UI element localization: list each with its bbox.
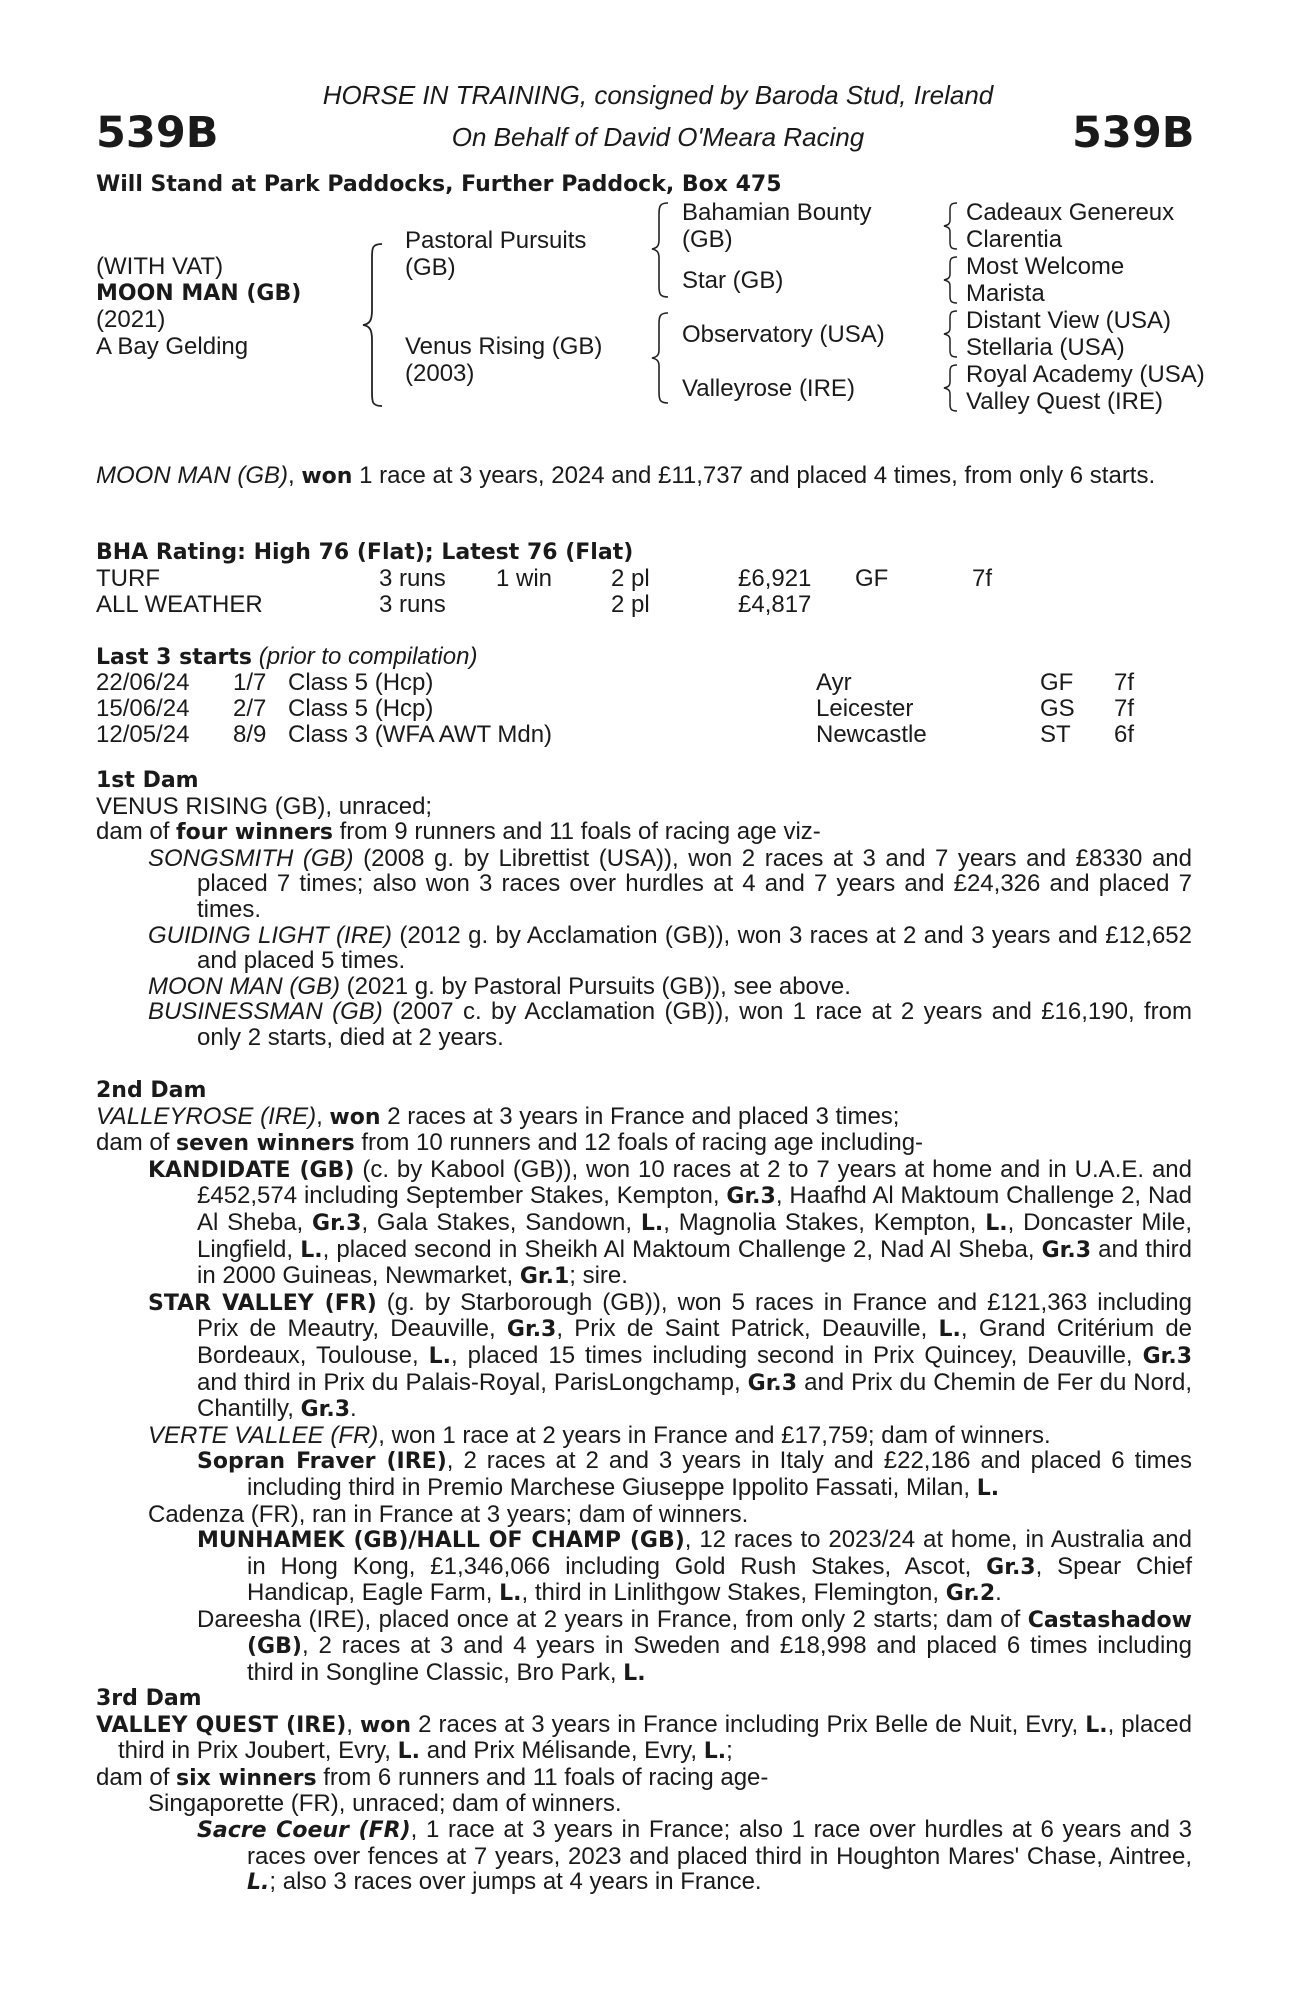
start-race: Class 5 (Hcp) [288,695,434,722]
produce-entry: Singaporette (FR), unraced; dam of winners. [148,1790,622,1818]
sire-sire-country: (GB) [682,226,733,253]
consignor-subline: On Behalf of David O'Meara Racing [451,122,865,152]
produce-entry: STAR VALLEY (FR) (g. by Starborough (GB)), won 5 races in France and £121,363 including Prix de Meautry, Deauville, Gr.3, Prix de Saint Patrick, Deauville, L., Grand Critérium de Bordeaux, Toulouse, L., placed 15 times including second in Prix Quincey, Deauville, Gr.3 and third in Prix du Palais-Royal, ParisLongchamp, Gr.3 and Prix du Chemin de Fer du Nord, Chantilly, Gr.3. [148,1288,1193,1423]
produce-entry: SONGSMITH (GB) (2008 g. by Librettist (USA)), won 2 races at 3 and 7 years and £8330 and placed 7 times; also won 3 races over hurdles at 4 and 7 years and £24,326 and placed 7 times. [148,844,1192,923]
bha-rating-title: BHA Rating: High 76 (Flat); Latest 76 (Flat) [96,540,634,565]
first-dam-produce-line: dam of four winners from 9 runners and 11 foals of racing age viz- [96,818,821,846]
rating-surface: ALL WEATHER [96,591,263,618]
start-position: 2/7 [233,695,267,722]
ggs-4: Marista [966,280,1045,307]
ggs-3: Most Welcome [966,253,1125,280]
start-distance: 7f [1114,669,1135,696]
first-dam-title: 1st Dam [96,768,199,793]
ggs-8: Valley Quest (IRE) [966,388,1163,415]
start-going: GF [1040,669,1074,696]
rating-surface: TURF [96,565,160,592]
start-going: GS [1040,695,1075,722]
lot-number-left: 539B [96,108,219,158]
last-starts-title [96,644,477,671]
rating-distance: 7f [972,565,993,592]
lot-number-right: 539B [1072,108,1195,158]
dam-dam: Valleyrose (IRE) [682,375,855,402]
produce-sub-entry: Dareesha (IRE), placed once at 2 years in France, from only 2 starts; dam of Castashadow (GB), 2 races at 3 and 4 years in Sweden and £18,998 and placed 6 times including third in Songline Classic, Bro Park, L. [197,1605,1192,1687]
start-course: Newcastle [816,721,927,748]
start-position: 1/7 [233,669,267,696]
summary-name: MOON MAN (GB) [96,462,288,489]
second-dam-produce-line: dam of seven winners from 10 runners and 12 foals of racing age including- [96,1129,924,1157]
sire-brace [648,200,672,300]
produce-entry: MOON MAN (GB) (2021 g. by Pastoral Pursuits (GB)), see above. [148,972,851,1000]
rating-runs: 3 runs [379,591,446,618]
sire-name: Pastoral Pursuits [405,227,587,254]
third-dam-line: VALLEY QUEST (IRE), won 2 races at 3 years in France including Prix Belle de Nuit, Evry, L., placed third in Prix Joubert, Evry, L. and Prix Mélisande, Evry, L.; [96,1710,1192,1765]
second-dam-title: 2nd Dam [96,1078,207,1103]
location-line: Will Stand at Park Paddocks, Further Paddock, Box 475 [96,172,782,197]
horse-name: MOON MAN (GB) [96,281,302,306]
start-race: Class 3 (WFA AWT Mdn) [288,721,553,748]
third-dam-title: 3rd Dam [96,1686,202,1711]
produce-entry: VERTE VALLEE (FR), won 1 race at 2 years in France and £17,759; dam of winners. [148,1421,1051,1449]
produce-sub-entry: Sopran Fraver (IRE), 2 races at 2 and 3 years in Italy and £22,186 and placed 6 times including third in Premio Marchese Giuseppe Ippolito Fassati, Milan, L. [197,1447,1193,1501]
first-dam-line: VENUS RISING (GB), unraced; [96,792,433,820]
start-date: 22/06/24 [96,669,190,696]
horse-description: A Bay Gelding [96,333,249,360]
start-date: 12/05/24 [96,721,190,748]
brace-dd [940,362,960,414]
produce-entry: BUSINESSMAN (GB) (2007 c. by Acclamation (GB)), won 1 race at 2 years and £16,190, from only 2 starts, died at 2 years. [148,998,1193,1051]
produce-entry: Cadenza (FR), ran in France at 3 years; dam of winners. [148,1500,749,1528]
rating-going: GF [855,565,889,592]
first-dam-section [96,768,1192,1051]
main-brace [360,240,390,410]
summary-won: won [301,464,353,489]
dam-year: (2003) [405,360,475,387]
rating-money: £6,921 [738,565,812,592]
brace-ds [940,308,960,360]
dam-brace [648,310,672,406]
produce-sub-entry: Sacre Coeur (FR), 1 race at 3 years in France; also 1 race over hurdles at 6 years and 3 races over fences at 7 years, 2023 and placed third in Houghton Mares' Chase, Aintree, L.; also 3 races over jumps at 4 years in France. [197,1815,1193,1896]
brace-ss [940,200,960,252]
dam-sire: Observatory (USA) [682,321,885,348]
produce-sub-entry: MUNHAMEK (GB)/HALL OF CHAMP (GB), 12 races to 2023/24 at home, in Australia and in Hong Kong, £1,346,066 including Gold Rush Stakes, Ascot, Gr.3, Spear Chief Handicap, Eagle Farm, L., third in Linlithgow Stakes, Flemington, Gr.2. [197,1526,1192,1607]
third-dam-produce-line: dam of six winners from 6 runners and 11 foals of racing age- [96,1763,769,1791]
sire-country: (GB) [405,254,456,281]
ggs-5: Distant View (USA) [966,307,1171,334]
third-dam-section [96,1686,1192,1896]
dam-name: Venus Rising (GB) [405,333,603,360]
rating-placed: 2 pl [611,565,650,592]
start-course: Ayr [816,669,852,696]
last-starts-heading: Last 3 starts [96,645,253,670]
rating-wins: 1 win [496,565,553,592]
horse-year: (2021) [96,306,166,333]
produce-entry: GUIDING LIGHT (IRE) (2012 g. by Acclamation (GB)), won 3 races at 2 and 3 years and £12,652 and placed 5 times. [148,921,1192,975]
ggs-7: Royal Academy (USA) [966,361,1205,388]
produce-entry: KANDIDATE (GB) (c. by Kabool (GB)), won 10 races at 2 to 7 years at home and in U.A.E. and £452,574 including September Stakes, Kempton, Gr.3, Haafhd Al Maktoum Challenge 2, Nad Al Sheba, Gr.3, Gala Stakes, Sandown, L., Magnolia Stakes, Kempton, L., Doncaster Mile, Lingfield, L., placed second in Sheikh Al Maktoum Challenge 2, Nad Al Sheba, Gr.3 and third in 2000 Guineas, Newmarket, Gr.1; sire. [148,1155,1193,1290]
rating-money: £4,817 [738,591,812,618]
sire-dam: Star (GB) [682,267,784,294]
start-going: ST [1040,721,1071,748]
rating-runs: 3 runs [379,565,446,592]
ggs-6: Stellaria (USA) [966,334,1125,361]
last-starts-note: (prior to compilation) [258,643,478,670]
ggs-1: Cadeaux Genereux [966,199,1175,226]
ggs-2: Clarentia [966,226,1063,253]
rating-placed: 2 pl [611,591,650,618]
start-position: 8/9 [233,721,267,748]
consignor-line: HORSE IN TRAINING, consigned by Baroda Stud, Ireland [322,80,994,110]
start-distance: 6f [1114,721,1135,748]
start-race: Class 5 (Hcp) [288,669,434,696]
race-summary: MOON MAN (GB), won 1 race at 3 years, 2024 and £11,737 and placed 4 times, from only 6 starts. [96,462,1156,489]
vat-label: (WITH VAT) [96,253,224,280]
start-date: 15/06/24 [96,695,190,722]
second-dam-section [96,1078,1192,1687]
brace-sd [940,254,960,306]
second-dam-line: VALLEYROSE (IRE), won 2 races at 3 years in France and placed 3 times; [96,1102,900,1130]
summary-text: 1 race at 3 years, 2024 and £11,737 and placed 4 times, from only 6 starts. [352,462,1156,489]
sire-sire: Bahamian Bounty [682,199,872,226]
start-distance: 7f [1114,695,1135,722]
start-course: Leicester [816,695,914,722]
